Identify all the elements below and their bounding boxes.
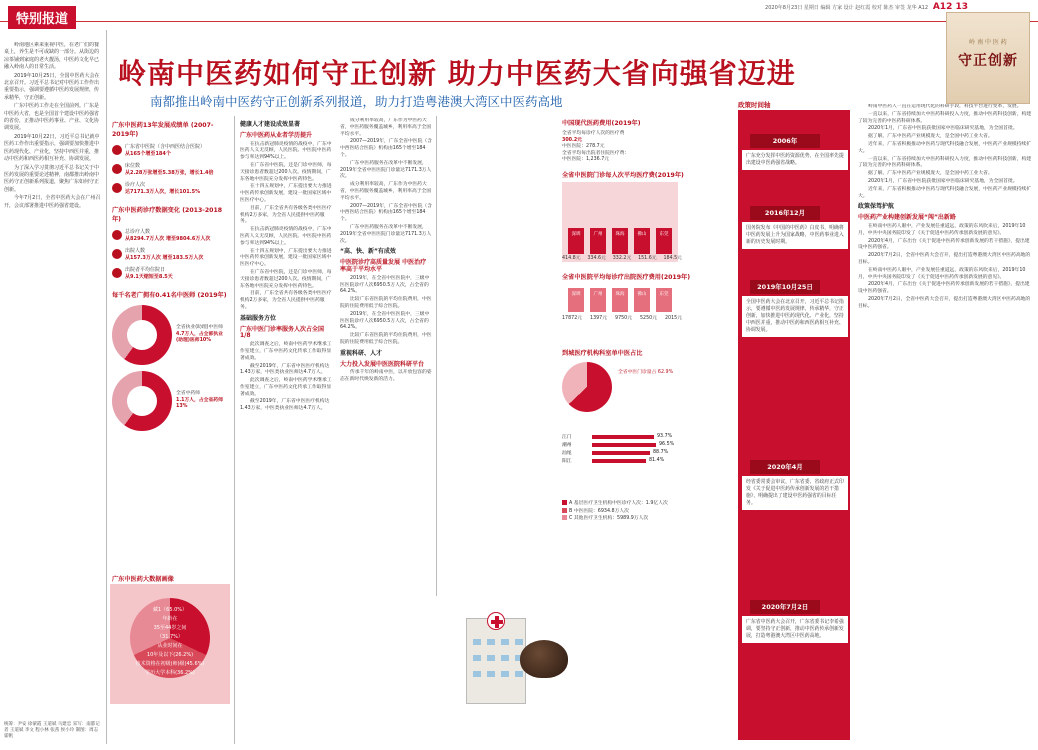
paragraph: 广东中医药工作走在全国前列。广东是中医药大省，也是全国首个建设中医药强省的省份，正推动中医药事业、产业、文化协调发展。 bbox=[4, 103, 100, 132]
visit-breakdown: A 基层医疗卫生机构中医诊疗人次：1.9亿人次 B 中医医院：6934.8万人次 C 其他医疗卫生机构：5989.9万人次 bbox=[562, 500, 732, 523]
paragraph: 近年来，广东省积极推动中医药与现代科技融合发展，中医药产业规模持续扩大。 bbox=[858, 186, 1032, 199]
paragraph: 2007—2019年，广东全省中医院（含中西医结合医院）机构由165个增至184个。 bbox=[340, 203, 432, 223]
ratio-title: 到城医疗机构科室单中医占比 bbox=[562, 350, 643, 357]
paragraph: 比较广东省医院的平均住院费用，中医院的住院费用低于综合医院。 bbox=[340, 333, 432, 345]
region-tile: 东莞 bbox=[656, 288, 672, 312]
left-column bbox=[4, 42, 102, 732]
hospital-illustration bbox=[466, 618, 526, 704]
timeline-title: 政策时间轴 bbox=[738, 101, 771, 109]
divider bbox=[436, 116, 437, 596]
region-tile: 佛山 bbox=[634, 288, 650, 312]
paragraph: 传承千年的岭南中医，以开放包容的姿态在新时代焕发新的活力。 bbox=[340, 370, 432, 383]
stat-item: 总诊疗人数 从8294.7万人次 增至9804.6万人次 bbox=[112, 228, 230, 242]
stat-item: 出院人数 从157.3万人次 增至183.5万人次 bbox=[112, 247, 230, 261]
page-header bbox=[0, 0, 1038, 27]
stat-item: 床位数 从2.28万张增至5.38万张，增长1.4倍 bbox=[112, 162, 230, 176]
paragraph: 此次调查之后，岭南中医药学术继承工作室建立，广东中医药文化传承工作取得显著成效。 bbox=[240, 342, 332, 361]
region-values: 414.8元 334.6元 332.2元 151.6元 184.5元 bbox=[562, 256, 682, 261]
paragraph: 目前，广东全省共有各级各类中医医疗机构2万多家，为全省人民提供中医药服务。 bbox=[240, 205, 332, 225]
paragraph: 岭南中医药人一直在运用现代化的科研手段，科技平台进行变革，发展。 bbox=[868, 104, 1022, 109]
discharge-icon bbox=[112, 249, 122, 259]
paragraph: 在抗击新冠肺炎疫情的战疫中，广东中医药人义无反顾，人民医院、中医院中医药参与率达到94%以上。 bbox=[240, 227, 332, 246]
paragraph: 广东中医药服务在改革中不断发展，2019年全省中医医院门诊量达7171.3万人次。 bbox=[340, 224, 432, 244]
cost-graphic bbox=[562, 118, 732, 179]
cost-summary: 全省平均每诊疗人次的医疗费 300.2元 中医医院：278.7元 全省平均每出院者住院医疗费： 中医医院：1,236.7元 bbox=[562, 131, 630, 163]
paragraph: 一直以来，广东省持续加大中医药科研投入力度，推动中医药科技创新，构建了较为完善的中医药科研体系。 bbox=[858, 111, 1032, 124]
paragraph: 2007—2019年，广东全省中医院（含中西医结合医院）机构由165个增至184个。 bbox=[340, 139, 432, 158]
subheadline: 南都推出岭南中医药守正创新系列报道，助力打造粤港澳大湾区中医药高地 bbox=[150, 94, 563, 109]
section-label: 特别报道 bbox=[8, 6, 76, 29]
paragraph: 在岭南中医药人眼中，产业发展任重道远，政策的东风吹来后，2019年10月，中共中央国务院印发了《关于促进中医药传承创新发展的意见》。 bbox=[858, 267, 1026, 280]
timeline-text: 广东省中医药大会召开，广东省委书记李希强调，要坚持守正创新，推动中医药传承创新发展，打造粤港澳大湾区中医药高地。 bbox=[742, 616, 848, 643]
paragraph: 在岭南中医药人眼中，产业发展任重道远，政策的东风吹来后，2019年10月，中共中央国务院印发了《关于促进中医药传承创新发展的意见》。 bbox=[858, 223, 1026, 236]
section-heading: 政策保驾护航 bbox=[858, 203, 895, 211]
paragraph: 在广东省中医院，还是门诊中医师，每天接诊患者数超过200人次。疫情期间，广东各地中医院充分发挥中医药特色。 bbox=[240, 162, 332, 182]
region-tile: 广州 bbox=[590, 288, 606, 312]
infobox-column bbox=[112, 120, 230, 437]
section-heading: “高、快、新”有成效 bbox=[340, 248, 396, 256]
region-tile: 佛山 bbox=[634, 228, 650, 254]
divider bbox=[106, 30, 107, 744]
ratio-row: 潮州 96.5% bbox=[562, 442, 675, 448]
paragraph: 2019年10月22日，习近平总书记就中医药工作作出重要指示，强调要加快推进中医药现代化、产业化，坚持中西医并重，推动中医药和西医药相互补充、协调发展。 bbox=[4, 133, 100, 163]
headline: 岭南中医药如何守正创新 助力中医药大省向强省迈进 bbox=[118, 57, 796, 90]
outpatient-cost-title: 全省中医院门诊每人次平均医疗费(2019年) bbox=[562, 171, 684, 179]
series-logo bbox=[946, 12, 1030, 104]
paragraph: 在十四五规划中，广东提出要大力推进中医药传承创新发展，建设一批国家区域中医医疗中心。 bbox=[240, 248, 332, 268]
page-number: A12 13 bbox=[932, 2, 968, 12]
paragraph: 2020年7月2日，全省中医药大会召开，提出打造粤港澳大湾区中医药高地的目标。 bbox=[858, 253, 1031, 265]
section-heading: 基础服务方位 bbox=[240, 314, 277, 322]
paragraph: 岭南地区素来重视中医，在老广们的餐桌上，养生是不可或缺的一部分。从街边的凉茶铺到家庭的老火靓汤，中医药文化早已融入岭南人的日常生活。 bbox=[4, 42, 100, 71]
paragraph: 2019年，在全省中医医院中，三级中医医院诊疗人次6950.5万人次，占全省的64.2%。 bbox=[340, 275, 430, 295]
paragraph: 截至2019年，广东省中医医疗机构达1.43万家，中医类执业医师达4.7万人。 bbox=[240, 399, 330, 412]
infobox3-title: 每千名老广拥有0.41名中医师 (2019年) bbox=[112, 292, 227, 299]
stat-item: 全省中药师 1.1万人，占全省药师13% bbox=[112, 371, 230, 431]
section-heading: 重视科研、人才 bbox=[340, 349, 383, 357]
section-subheading: 广东中医门诊率服务人次占全国1/8 bbox=[240, 325, 325, 340]
region-tile: 珠海 bbox=[612, 288, 628, 312]
pie-title: 广东中医药大数据画像 bbox=[112, 576, 174, 583]
timeline-text: 经省委常委会审议，广东省委、省政府正式印发《关于促进中医药传承创新发展的若干措施》，明确提出了建设中医药强省的目标任务。 bbox=[742, 476, 848, 510]
dateline: 2020年8月23日 星期日 编辑 方家 设计 赵红霞 校对 陈杰 审签 龙华 A12 bbox=[765, 5, 928, 11]
timeline-text: 国务院发布《中国的中医药》白皮书，明确将中医药发展上升为国家战略，中医药事业进入新的历史发展时期。 bbox=[742, 222, 848, 249]
paragraph: 为了深入学习贯彻习近平总书记关于中医药发展的重要论述精神，南都推出岭南中医药守正创新系列报道，聚焦广东如何守正创新。 bbox=[4, 164, 100, 193]
timeline-year: 2016年12月 bbox=[750, 206, 820, 220]
cost-title: 中国现代医药费用(2019年) bbox=[562, 120, 641, 127]
medical-cross-icon bbox=[487, 612, 505, 630]
paragraph: 2020年7月2日，全省中医药大会召开，提出打造粤港澳大湾区中医药高地的目标。 bbox=[858, 296, 1031, 309]
paragraph: 2020年4月，广东出台《关于促进中医药传承创新发展的若干措施》，提出建设中医药强省。 bbox=[858, 238, 1030, 251]
section-subheading: 中医药产业构建创新发展“闯”出新路 bbox=[858, 214, 956, 222]
stat-item: 广东省中医院（含中西医结合医院） 从165个增至184个 bbox=[112, 143, 230, 157]
article-column-2 bbox=[240, 118, 332, 738]
ratio-row: 阳江 81.4% bbox=[562, 458, 665, 464]
people-icon bbox=[112, 230, 122, 240]
inpatient-title: 全省中医院平均每诊疗出院医疗费用(2019年) bbox=[562, 274, 691, 281]
section-subheading: 中医院诊疗高质量发展 中医治疗率高于平均水平 bbox=[340, 259, 427, 273]
section-heading: 健康人才建设成效显著 bbox=[240, 121, 301, 128]
pie-labels: 藏1（65.0%） 年龄在 35至44岁之间 （31.7%） 从业时间在 10年及以下(26.2%) 技术资格在初级(师)级(45.6%) 学历大学本科(36.2%) bbox=[135, 607, 205, 676]
logo-line2: 守正创新 bbox=[958, 53, 1018, 69]
paragraph: 据了解，广东中医药产业规模庞大，是全国中药工业大省。 bbox=[868, 134, 993, 140]
region-tile: 广州 bbox=[590, 228, 606, 254]
paragraph: 2020年1月，广东省中医院获批国家中医临床研究基地，为全国首批。 bbox=[868, 178, 1018, 184]
paragraph: 2020年1月，广东省中医院获批国家中医临床研究基地，为全国首批。 bbox=[868, 126, 1018, 132]
paragraph: 在广东省中医院，还是门诊中医师，每天接诊患者数超过200人次。疫情期间，广东各地中医院充分发挥中医药特色。 bbox=[240, 269, 332, 289]
paragraph: 今年7月2日，全省中医药大会在广州召开，会议部署推进中医药强省建设。 bbox=[4, 195, 101, 209]
patient-icon bbox=[112, 183, 122, 193]
region-tile: 珠海 bbox=[612, 228, 628, 254]
logo-line1: 岭 南 中 医 药 bbox=[969, 39, 1007, 46]
timeline-text: 全国中医药大会在北京召开，习近平总书记指示，要遵循中医药发展规律，传承精华，守正创新，加快推进中医药现代化、产业化，坚持中西医并重，推动中医药和西医药相互补充、协调发展。 bbox=[742, 296, 848, 337]
donut-chart bbox=[112, 371, 172, 431]
section-subheading: 广东中医药从业者学历提升 bbox=[240, 131, 313, 139]
paragraph: 成分利用率较高，广东作为中医药大省，中医药服务覆盖城乡，利用率高于全国平均水平。 bbox=[340, 182, 432, 201]
herbal-pot-illustration bbox=[520, 640, 568, 678]
editor-credits: 统筹：尹安 徐蒙霞 王道斌 马建忠 采写：南都记者 王道斌 李文 程小林 张茜 侯小玲 制图：周志 霍帆 bbox=[4, 722, 100, 739]
paragraph: 广东中医药服务在改革中不断发展，2019年全省中医医院门诊量达7171.3万人次。 bbox=[340, 160, 432, 180]
stat-item: 全省执业(助理)中医师 4.7万人，占全部执业(助理)医师10% bbox=[112, 305, 230, 365]
paragraph: 此次调查之后，岭南中医药学术继承工作室建立，广东中医药文化传承工作取得显著成效。 bbox=[240, 378, 332, 397]
region-tile: 东莞 bbox=[656, 228, 672, 254]
paragraph: 在抗击新冠肺炎疫情的战疫中，广东中医药人义无反顾，人民医院、中医院中医药参与率达到94%以上。 bbox=[240, 141, 332, 161]
divider bbox=[234, 116, 235, 744]
stat-item: 出院者平均住院日 从9.1天缩短至8.5天 bbox=[112, 266, 230, 280]
bed-icon bbox=[112, 164, 122, 174]
paragraph: 2020年4月，广东出台《关于促进中医药传承创新发展的若干措施》，提出建设中医药强省。 bbox=[858, 282, 1030, 295]
paragraph: 一直以来，广东省持续加大中医药科研投入力度，推动中医药科技创新，构建了较为完善的中医药科研体系。 bbox=[858, 156, 1032, 169]
timeline-band bbox=[738, 110, 850, 740]
right-column bbox=[858, 104, 1034, 740]
paragraph: 截至2019年，广东省中医医疗机构达1.43万家，中医类执业医师达4.7万人。 bbox=[240, 363, 330, 376]
infobox1-title: 广东中医药13年发展成绩单 (2007-2019年) bbox=[112, 122, 214, 138]
timeline-year: 2006年 bbox=[750, 134, 820, 148]
ratio-bars bbox=[562, 432, 682, 465]
ratio-pie bbox=[562, 362, 612, 412]
paragraph: 2019年10月25日，全国中医药大会在北京召开。习近平总书记对中医药工作作出重要指示，强调要遵循中医药发展规律，传承精华，守正创新。 bbox=[4, 72, 100, 101]
paragraph: 近年来，广东省积极推动中医药与现代科技融合发展，中医药产业规模持续扩大。 bbox=[858, 141, 1032, 154]
stat-item: 诊疗人次 达7171.3万人次，增长101.5% bbox=[112, 181, 230, 195]
ratio-row: 汕尾 88.7% bbox=[562, 450, 669, 456]
timeline-year: 2020年4月 bbox=[750, 460, 820, 474]
timeline-year: 2020年7月2日 bbox=[750, 600, 820, 614]
hospital-icon bbox=[112, 145, 122, 155]
article-column-3 bbox=[340, 118, 432, 598]
timeline-text: 广东充分发挥中医药资源优势，在全国率先提出建设中医药强省战略。 bbox=[742, 150, 848, 170]
infobox2-title: 广东中医药诊疗数据变化 (2013-2018年) bbox=[112, 207, 223, 223]
donut-chart bbox=[112, 305, 172, 365]
paragraph: 目前，广东全省共有各级各类中医医疗机构2万多家，为全省人民提供中医药服务。 bbox=[240, 291, 332, 310]
timeline-year: 2019年10月25日 bbox=[750, 280, 820, 294]
inpatient-values: 17872元 1397元 9750元 5250元 2015元 bbox=[562, 316, 682, 321]
region-tile: 深圳 bbox=[568, 228, 584, 254]
paragraph: 成分利用率较高，广东作为中医药大省，中医药服务覆盖城乡，利用率高于全国平均水平。 bbox=[340, 118, 432, 137]
ratio-row: 江门 93.7% bbox=[562, 434, 673, 440]
region-tile: 深圳 bbox=[568, 288, 584, 312]
paragraph: 据了解，广东中医药产业规模庞大，是全国中药工业大省。 bbox=[868, 171, 993, 177]
paragraph: 2019年，在全省中医医院中，三级中医医院诊疗人次6950.5万人次，占全省的64.2%。 bbox=[340, 311, 430, 331]
ratio-note: 全省中医门诊量占 62.9% bbox=[618, 370, 674, 375]
paragraph: 比较广东省医院的平均住院费用，中医院的住院费用低于综合医院。 bbox=[340, 297, 432, 309]
paragraph: 在十四五规划中，广东提出要大力推进中医药传承创新发展，建设一批国家区域中医医疗中心。 bbox=[240, 184, 332, 203]
calendar-icon bbox=[112, 268, 122, 278]
section-subheading: 大力投入发展中医医院科研平台 bbox=[340, 360, 425, 368]
